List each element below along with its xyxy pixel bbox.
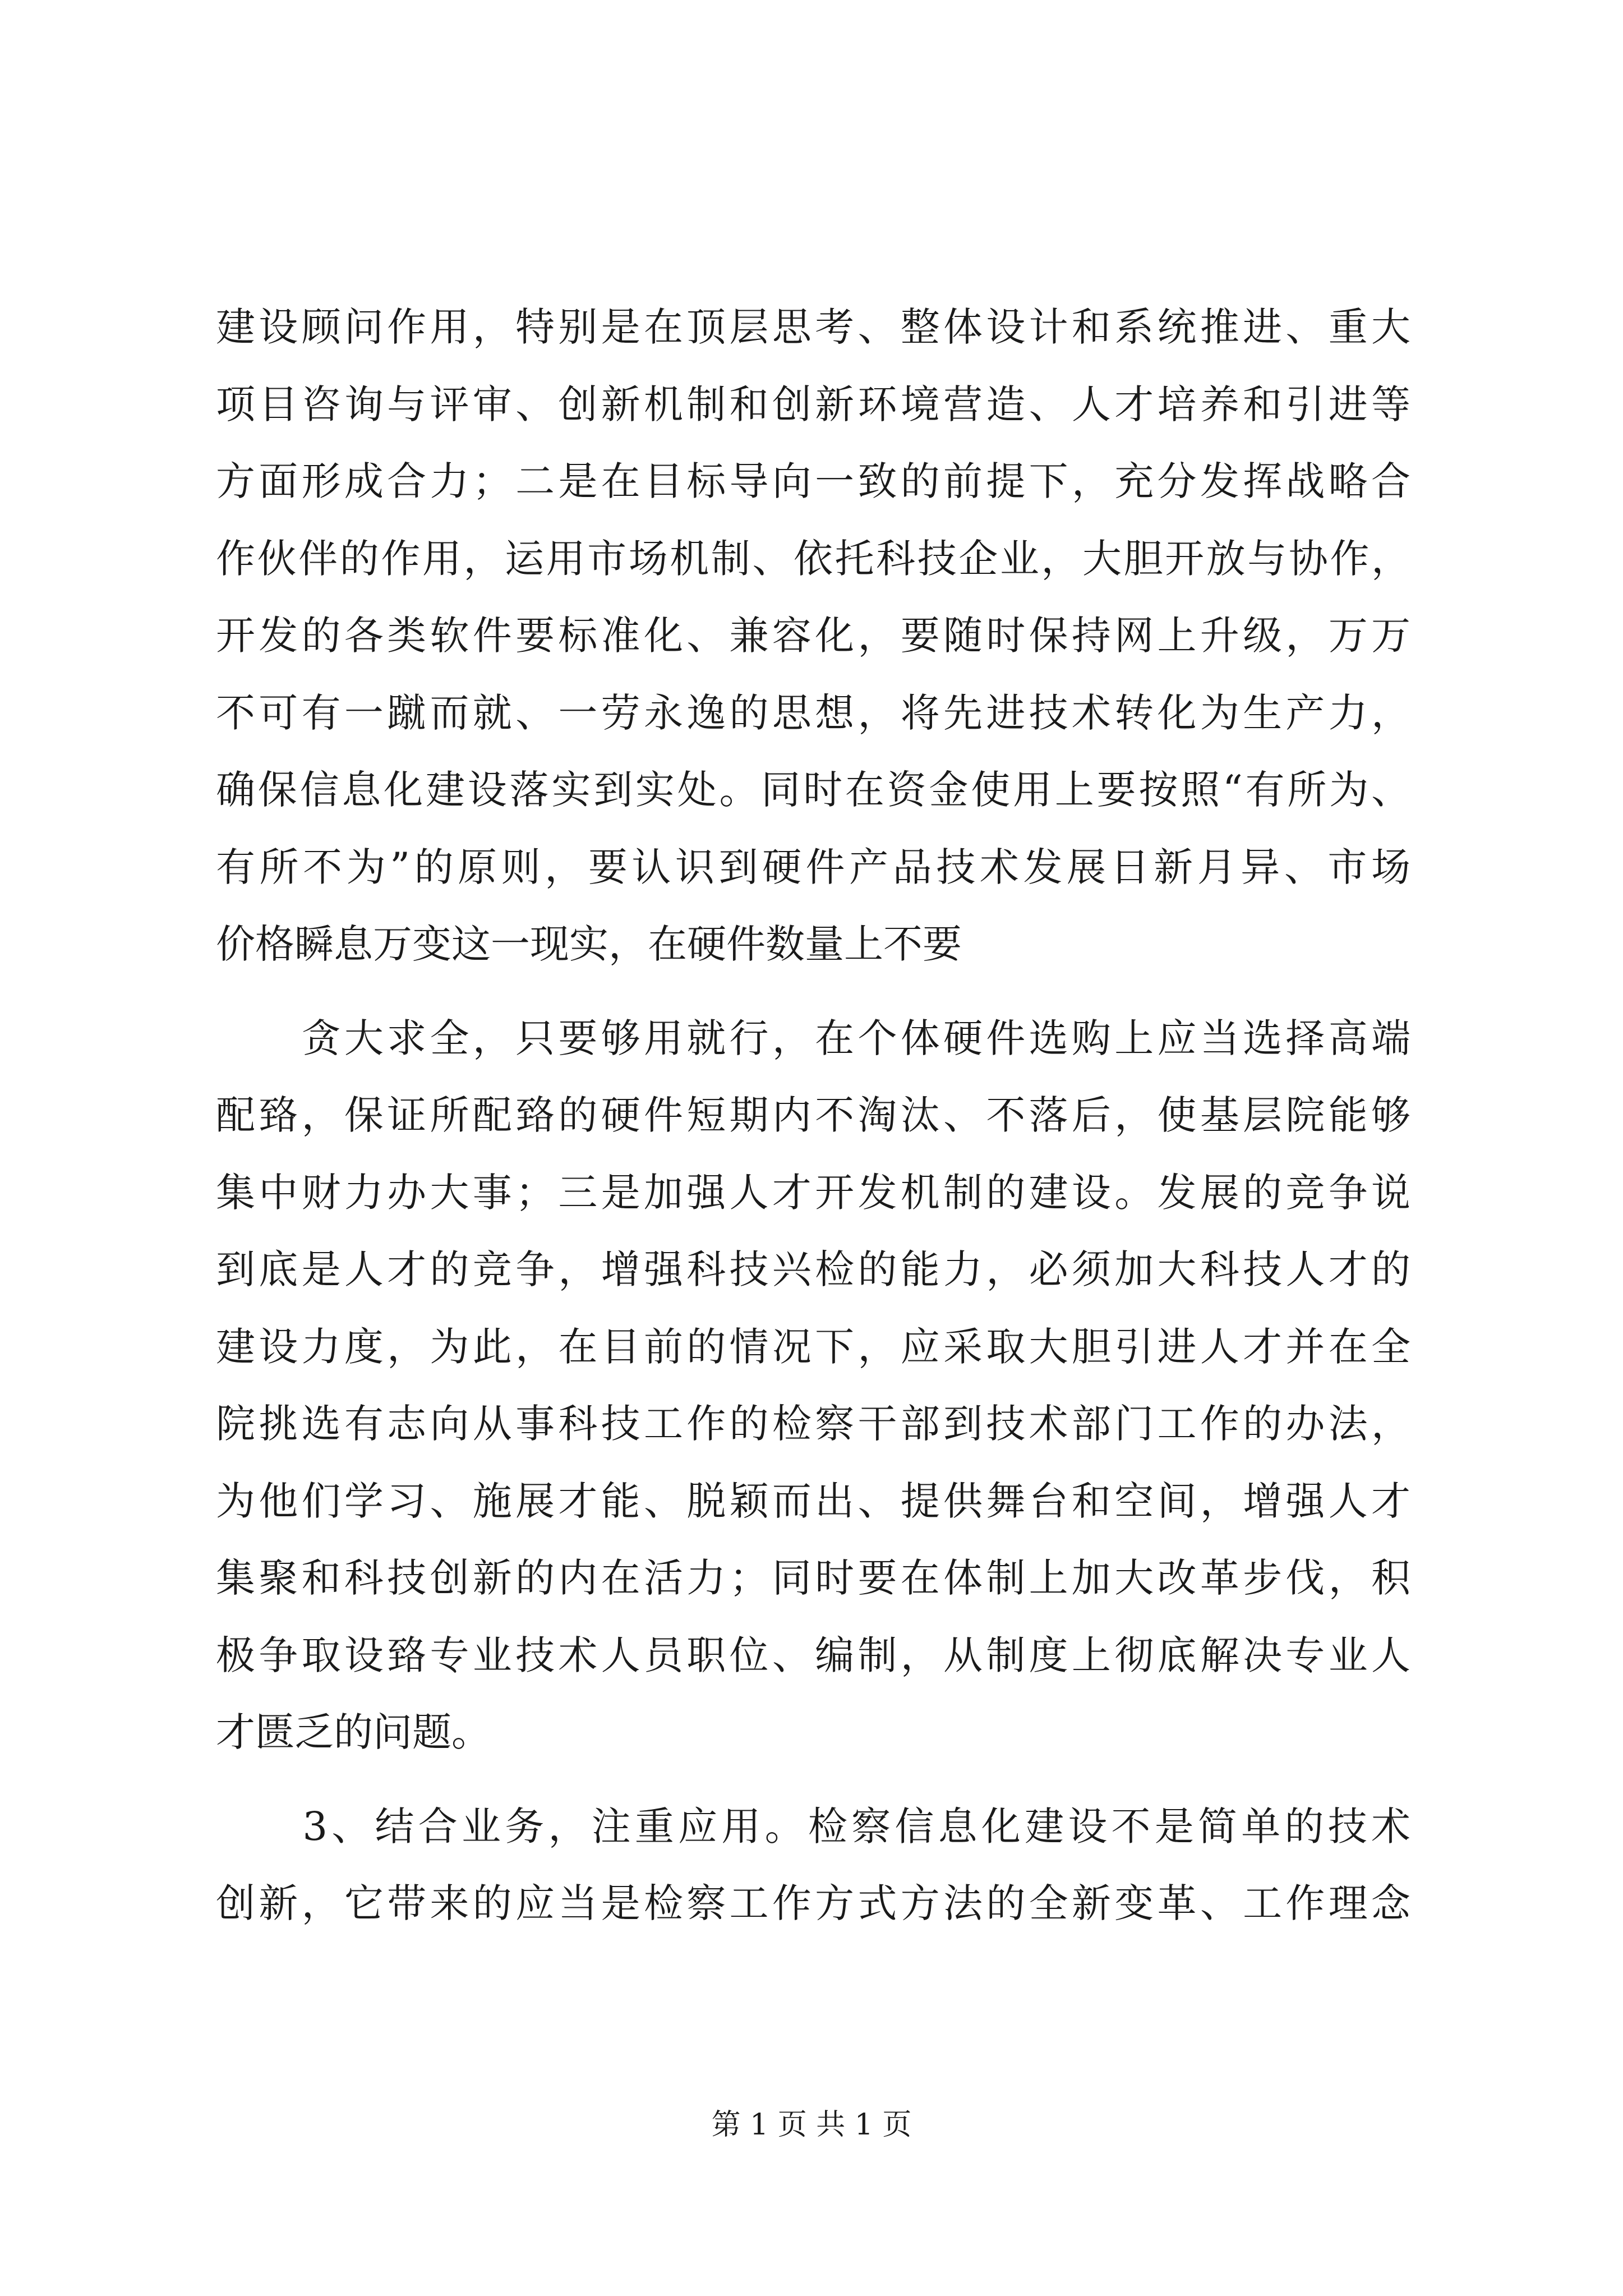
paragraph-spacer (216, 983, 1410, 1000)
page-footer (0, 2105, 1623, 2145)
text-line: 配臵，保证所配臵的硬件短期内不淘汰、不落后，使基层院能够 (216, 1092, 1410, 1138)
text-line: 极争取设臵专业技术人员职位、编制，从制度上彻底解决专业人 (216, 1632, 1410, 1678)
text-line: 有所不为”的原则，要认识到硬件产品技术发展日新月异、市场 (216, 844, 1410, 890)
text-line: 方面形成合力；二是在目标导向一致的前提下，充分发挥战略合 (216, 458, 1410, 504)
text-line: 建设力度，为此，在目前的情况下，应采取大胆引进人才并在全 (216, 1323, 1410, 1370)
text-line: 项目咨询与评审、创新机制和创新环境营造、人才培养和引进等 (216, 381, 1410, 427)
text-line: 3、结合业务，注重应用。检察信息化建设不是简单的技术 (216, 1803, 1410, 1849)
text-line: 价格瞬息万变这一现实，在硬件数量上不要 (216, 921, 962, 967)
text-line: 院挑选有志向从事科技工作的检察干部到技术部门工作的办法， (216, 1401, 1410, 1447)
text-line: 为他们学习、施展才能、脱颖而出、提供舞台和空间，增强人才 (216, 1478, 1410, 1524)
text-line: 建设顾问作用，特别是在顶层思考、整体设计和系统推进、重大 (216, 304, 1410, 350)
text-line: 确保信息化建设落实到实处。同时在资金使用上要按照“有所为、 (216, 767, 1410, 813)
text-line: 作伙伴的作用，运用市场机制、依托科技企业，大胆开放与协作， (216, 535, 1410, 582)
document-body (216, 289, 1410, 1943)
paragraph-spacer (216, 1772, 1410, 1788)
paragraph-1 (216, 289, 1410, 983)
text-line: 集中财力办大事；三是加强人才开发机制的建设。发展的竞争说 (216, 1169, 1410, 1216)
text-line: 开发的各类软件要标准化、兼容化，要随时保持网上升级，万万 (216, 613, 1410, 659)
text-line: 贪大求全，只要够用就行，在个体硬件选购上应当选择高端 (216, 1015, 1410, 1061)
paragraph-3 (216, 1788, 1410, 1943)
text-line: 不可有一蹴而就、一劳永逸的思想，将先进技术转化为生产力， (216, 689, 1410, 736)
text-line: 集聚和科技创新的内在活力；同时要在体制上加大改革步伐，积 (216, 1555, 1410, 1601)
paragraph-2 (216, 1000, 1410, 1772)
page-number-label: 第 1 页 共 1 页 (711, 2108, 912, 2142)
text-line: 创新，它带来的应当是检察工作方式方法的全新变革、工作理念 (216, 1880, 1410, 1926)
text-line: 才匮乏的问题。 (216, 1709, 491, 1755)
text-line: 到底是人才的竞争，增强科技兴检的能力，必须加大科技人才的 (216, 1246, 1410, 1292)
